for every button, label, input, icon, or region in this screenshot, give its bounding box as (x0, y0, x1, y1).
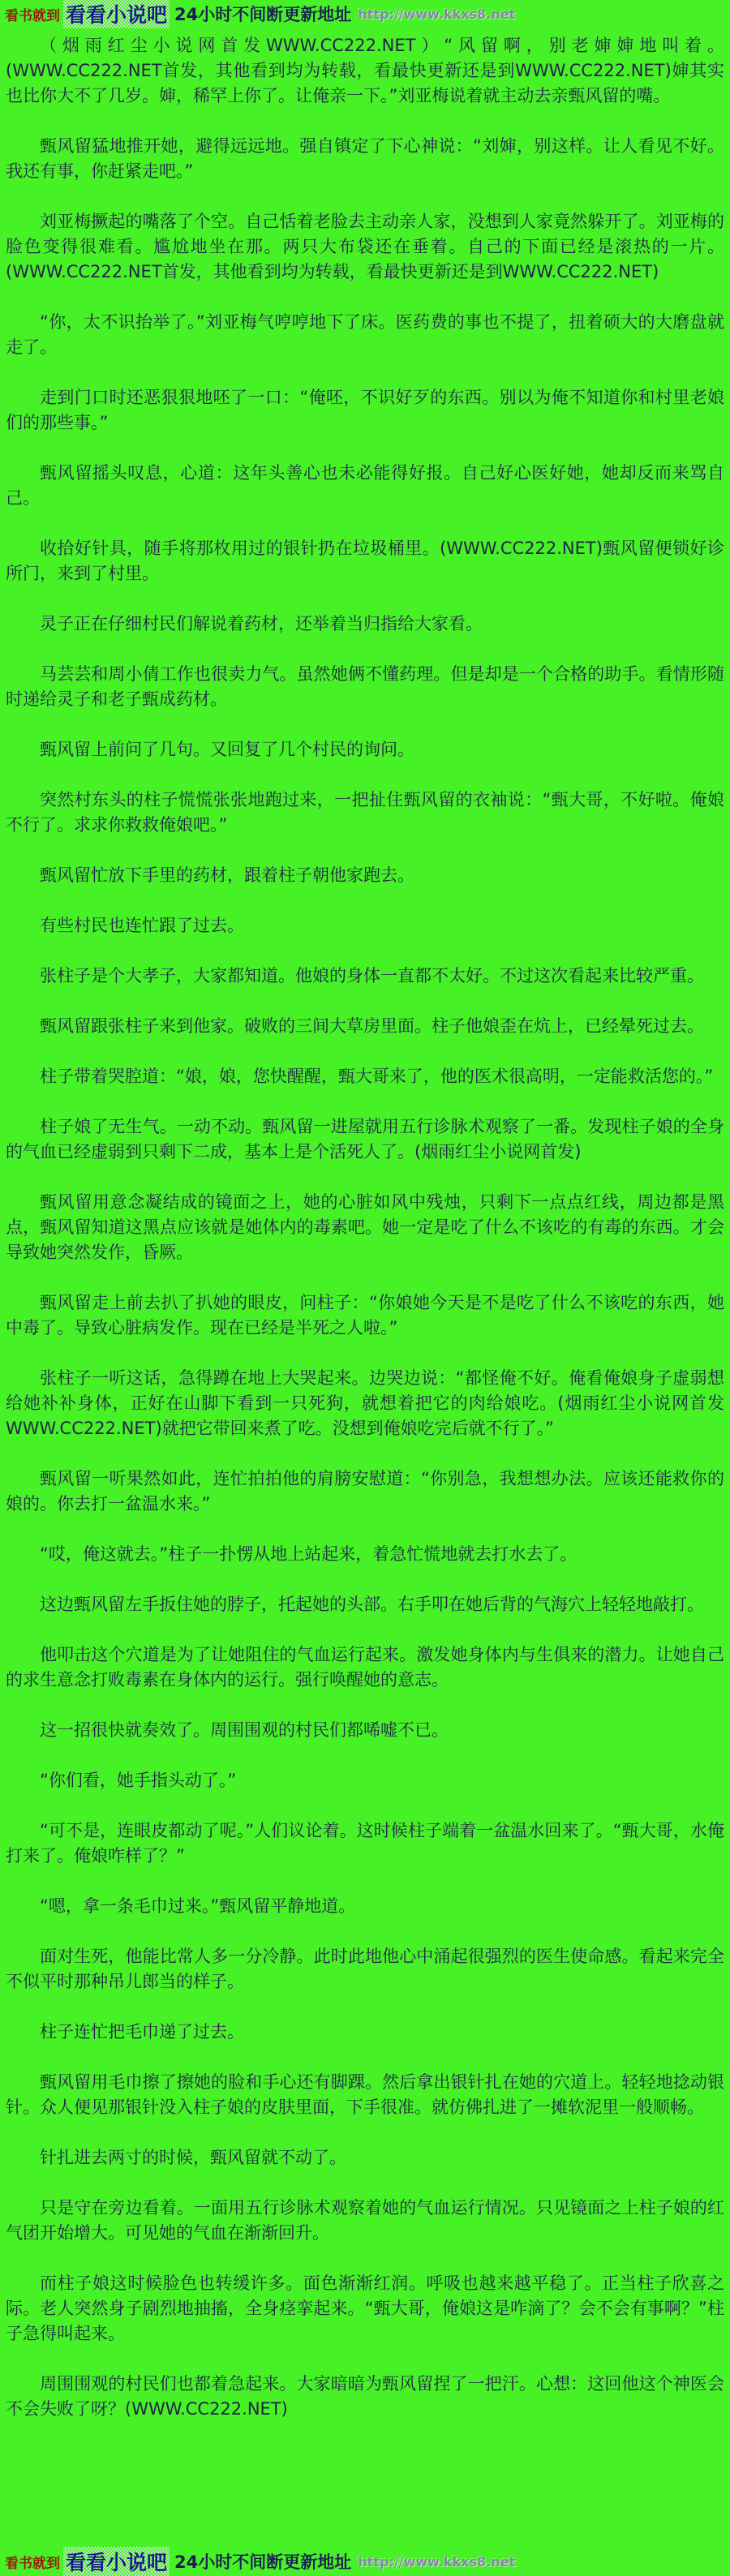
banner-url-link[interactable]: http://www.kkxs8.net (358, 2553, 516, 2570)
paragraph: 突然村东头的柱子慌慌张张地跑过来，一把扯住甄风留的衣袖说：“甄大哥，不好啦。俺娘不行了。求求你救救俺娘吧。” (6, 790, 724, 835)
banner-site-name: 看看小说吧 (63, 0, 170, 28)
paragraph: 而柱子娘这时候脸色也转缓许多。面色渐渐红润。呼吸也越来越平稳了。正当柱子欣喜之际。老人突然身子剧烈地抽搐，全身痉挛起来。“甄大哥，俺娘这是咋滴了？会不会有事啊？”柱子急得叫起来。 (6, 2273, 724, 2343)
banner-prefix-text: 看书就到 (5, 2555, 60, 2572)
paragraph: 甄风留上前问了几句。又回复了几个村民的询问。 (40, 740, 414, 759)
paragraph: 只是守在旁边看着。一面用五行诊脉术观察着她的气血运行情况。只见镜面之上柱子娘的红气团开始增大。可见她的气血在渐渐回升。 (6, 2198, 724, 2243)
banner-tagline: 24小时不间断更新地址 (174, 2552, 352, 2572)
paragraph: 张柱子一听这话，急得蹲在地上大哭起来。边哭边说：“都怪俺不好。俺看俺娘身子虚弱想给她补补身体，正好在山脚下看到一只死狗，就想着把它的肉给娘吃。(烟雨红尘小说网首发WWW.CC222.NET)就把它带回来煮了吃。没想到俺娘吃完后就不行了。” (6, 1368, 724, 1438)
paragraph: 甄风留摇头叹息，心道：这年头善心也未必能得好报。自己好心医好她，她却反而来骂自己。 (6, 463, 724, 508)
paragraph: 这边甄风留左手扳住她的脖子，托起她的头部。右手叩在她后背的气海穴上轻轻地敲打。 (40, 1595, 704, 1614)
paragraph: 柱子带着哭腔道：“娘，娘，您快醒醒，甄大哥来了，他的医术很高明，一定能救活您的。” (40, 1067, 714, 1086)
paragraph: “你，太不识抬举了。”刘亚梅气哼哼地下了床。医药费的事也不提了，扭着硕大的大磨盘就走了。 (6, 312, 724, 357)
banner-url-link[interactable]: http://www.kkxs8.net (358, 6, 516, 22)
paragraph: 刘亚梅撅起的嘴落了个空。自己恬着老脸去主动亲人家，没想到人家竟然躲开了。刘亚梅的脸色变得很难看。尴尬地坐在那。两只大布袋还在垂着。自己的下面已经是滚热的一片。(WWW.CC222.NET首发，其他看到均为转载，看最快更新还是到WWW.CC222.NET) (6, 212, 724, 281)
paragraph: “你们看，她手指头动了。” (40, 1771, 237, 1790)
paragraph: 甄风留猛地推开她，避得远远地。强自镇定了下心神说：“刘婶，别这样。让人看见不好。我还有事，你赶紧走吧。” (6, 136, 724, 181)
paragraph: 有些村民也连忙跟了过去。 (40, 916, 244, 935)
paragraph: （烟雨红尘小说网首发WWW.CC222.NET）“风留啊，别老婶婶地叫着。(WWW.CC222.NET首发，其他看到均为转载，看最快更新还是到WWW.CC222.NET)婶其实也比你大不了几岁。婶，稀罕上你了。让俺亲一下。”刘亚梅说着就主动去亲甄风留的嘴。 (6, 36, 724, 105)
paragraph: 针扎进去两寸的时候，甄风留就不动了。 (40, 2148, 346, 2167)
paragraph: 甄风留走上前去扒了扒她的眼皮，问柱子：“你娘她今天是不是吃了什么不该吃的东西，她中毒了。导致心脏病发作。现在已经是半死之人啦。” (6, 1293, 724, 1337)
novel-body (0, 26, 730, 2548)
paragraph: 收拾好针具，随手将那枚用过的银针扔在垃圾桶里。(WWW.CC222.NET)甄风留便锁好诊所门，来到了村里。 (6, 539, 724, 583)
paragraph: 柱子娘了无生气。一动不动。甄风留一进屋就用五行诊脉术观察了一番。发现柱子娘的全身的气血已经虚弱到只剩下二成，基本上是个活死人了。(烟雨红尘小说网首发) (6, 1117, 724, 1161)
paragraph: “可不是，连眼皮都动了呢。”人们议论着。这时候柱子端着一盆温水回来了。“甄大哥，水俺打来了。俺娘咋样了？” (6, 1821, 724, 1865)
paragraph: 甄风留用意念凝结成的镜面之上，她的心脏如风中残烛，只剩下一点点红线，周边都是黑点，甄风留知道这黑点应该就是她体内的毒素吧。她一定是吃了什么不该吃的有毒的东西。才会导致她突然发作，昏厥。 (6, 1192, 724, 1262)
paragraph: 甄风留一听果然如此，连忙拍拍他的肩膀安慰道：“你别急，我想想办法。应该还能救你的娘的。你去打一盆温水来。” (6, 1469, 724, 1513)
paragraph: 他叩击这个穴道是为了让她阻住的气血运行起来。激发她身体内与生俱来的潜力。让她自己的求生意念打败毒素在身体内的运行。强行唤醒她的意志。 (6, 1645, 724, 1689)
banner-site-name: 看看小说吧 (63, 2547, 170, 2576)
footer-banner (0, 2548, 730, 2574)
banner-prefix-text: 看书就到 (5, 7, 60, 24)
paragraph: “哎，俺这就去。”柱子一扑愣从地上站起来，着急忙慌地就去打水去了。 (40, 1544, 578, 1564)
paragraph: 甄风留用毛巾擦了擦她的脸和手心还有脚踝。然后拿出银针扎在她的穴道上。轻轻地捻动银针。众人便见那银针没入柱子娘的皮肤里面，下手很准。就仿佛扎进了一摊软泥里一般顺畅。 (6, 2072, 724, 2117)
paragraph: 走到门口时还恶狠狠地呸了一口：“俺呸，不识好歹的东西。别以为俺不知道你和村里老娘们的那些事。” (6, 388, 724, 432)
paragraph: 马芸芸和周小倩工作也很卖力气。虽然她俩不懂药理。但是却是一个合格的助手。看情形随时递给灵子和老子甄成药材。 (6, 664, 724, 709)
paragraph: 周围围观的村民们也都着急起来。大家暗暗为甄风留捏了一把汗。心想：这回他这个神医会不会失败了呀？(WWW.CC222.NET) (6, 2374, 724, 2419)
paragraph: 面对生死，他能比常人多一分冷静。此时此地他心中涌起很强烈的医生使命感。看起来完全不似平时那种吊儿郎当的样子。 (6, 1947, 724, 1991)
paragraph: 灵子正在仔细村民们解说着药材，还举着当归指给大家看。 (40, 614, 483, 633)
paragraph: 甄风留忙放下手里的药材，跟着柱子朝他家跑去。 (40, 865, 414, 885)
paragraph: 柱子连忙把毛巾递了过去。 (40, 2022, 244, 2041)
banner-tagline: 24小时不间断更新地址 (174, 5, 352, 24)
paragraph: “嗯，拿一条毛巾过来。”甄风留平静地道。 (40, 1896, 356, 1916)
header-banner (0, 0, 730, 26)
paragraph: 张柱子是个大孝子，大家都知道。他娘的身体一直都不太好。不过这次看起来比较严重。 (40, 966, 704, 985)
paragraph: 这一招很快就奏效了。周围围观的村民们都唏嘘不已。 (40, 1720, 449, 1740)
paragraph: 甄风留跟张柱子来到他家。破败的三间大草房里面。柱子他娘歪在炕上，已经晕死过去。 (40, 1016, 704, 1036)
